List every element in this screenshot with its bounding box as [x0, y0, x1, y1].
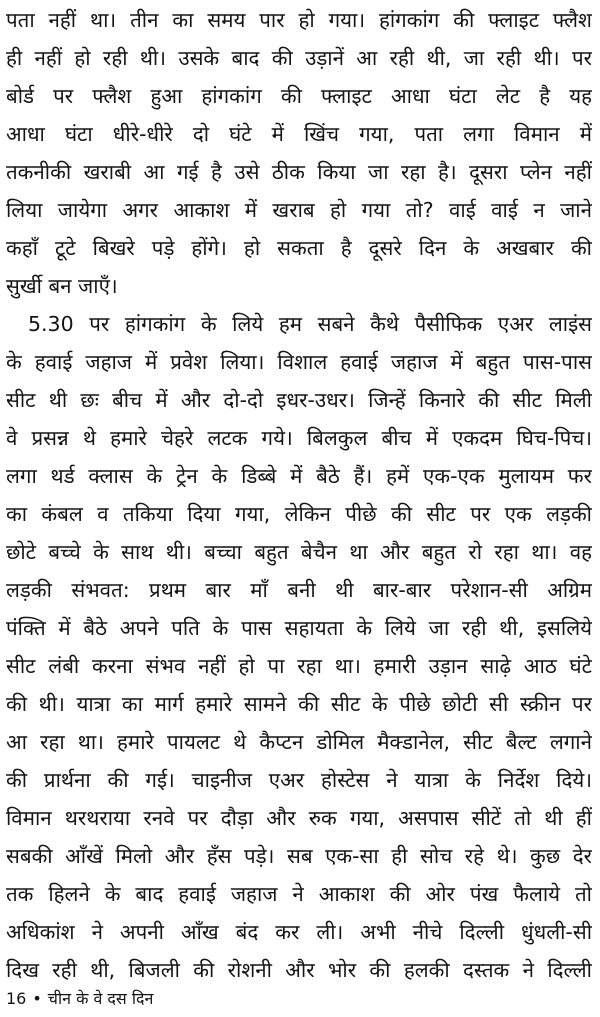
footer-separator: • — [32, 989, 42, 1008]
text-line: दिख रही थी, बिजली की रोशनी और भोर की हलकी दस्तक ने दिल्ली — [6, 958, 592, 982]
text-line: आधा घंटा धीरे-धीरे दो घंटे में खिंच गया, पता लगा विमान में — [6, 122, 592, 146]
text-line: तकनीकी खराबी आ गई है उसे ठीक किया जा रहा है। दूसरा प्लेन नहीं — [6, 160, 592, 184]
text-line: की थी। यात्रा का मार्ग हमारे सामने की सीट के पीछे छोटी सी स्क्रीन पर — [6, 692, 592, 716]
text-line: आ रहा था। हमारे पायलट थे कैप्टन डोमिल मैक्डानेल, सीट बैल्ट लगाने — [6, 730, 592, 754]
text-line: वे प्रसन्न थे हमारे चेहरे लटक गये। बिलकुल बीच में एकदम घिच-पिच। — [6, 426, 592, 450]
text-line: सबकी आँखें मिलो और हँस पड़े। सब एक-सा ही सोच रहे थे। कुछ देर — [6, 844, 592, 868]
page-number: 16 — [6, 989, 27, 1008]
text-line: लिया जायेगा अगर आकाश में खराब हो गया तो? वाई वाई न जाने — [6, 198, 592, 222]
text-line: बोर्ड पर फ्लैश हुआ हांगकांग की फ्लाइट आधा घंटा लेट है यह — [6, 84, 592, 108]
text-line: पंक्ति में बैठे अपने पति के पास सहायता के लिये जा रही थी, इसलिये — [6, 616, 592, 640]
text-line: के हवाई जहाज में प्रवेश लिया। विशाल हवाई जहाज में बहुत पास-पास — [6, 350, 592, 374]
text-line: पता नहीं था। तीन का समय पार हो गया। हांगकांग की फ्लाइट फ्लैश — [6, 8, 592, 32]
text-line: छोटे बच्चे के साथ थी। बच्चा बहुत बेचैन था और बहुत रो रहा था। वह — [6, 540, 592, 564]
book-title: चीन के वे दस दिन — [47, 989, 154, 1008]
text-line: तक हिलने के बाद हवाई जहाज ने आकाश की ओर पंख फैलाये तो — [6, 882, 592, 906]
text-line: सीट थी छः बीच में और दो-दो इधर-उधर। जिन्हें किनारे की सीट मिली — [6, 388, 592, 412]
text-line: 5.30 पर हांगकांग के लिये हम सबने कैथे पैसीफिक एअर लाइंस — [28, 312, 592, 336]
text-line: लगा थर्ड क्लास के ट्रेन के डिब्बे में बैठे हैं। हमें एक-एक मुलायम फर — [6, 464, 592, 488]
text-line: ही नहीं हो रही थी। उसके बाद की उड़ानें आ रही थी, जा रही थी। पर — [6, 46, 592, 70]
text-line: की प्रार्थना की गई। चाइनीज एअर होस्टेस ने यात्रा के निर्देश दिये। — [6, 768, 592, 792]
text-line: अधिकांश ने अपनी आँख बंद कर ली। अभी नीचे दिल्ली धुंधली-सी — [6, 920, 592, 944]
page-footer — [6, 984, 153, 1014]
text-line: सुर्खी बन जाएँ। — [6, 274, 118, 298]
text-line: सीट लंबी करना संभव नहीं हो पा रहा था। हमारी उड़ान साढ़े आठ घंटे — [6, 654, 592, 678]
text-line: लड़की संभवत: प्रथम बार माँ बनी थी बार-बार परेशान-सी अग्रिम — [6, 578, 592, 602]
text-line: का कंबल व तकिया दिया गया, लेकिन पीछे की सीट पर एक लड़की — [6, 502, 592, 526]
text-line: विमान थरथराया रनवे पर दौड़ा और रुक गया, असपास सीटें तो थी हीं — [6, 806, 592, 830]
text-line: कहाँ टूटे बिखरे पड़े होंगे। हो सकता है दूसरे दिन के अखबार की — [6, 236, 592, 260]
